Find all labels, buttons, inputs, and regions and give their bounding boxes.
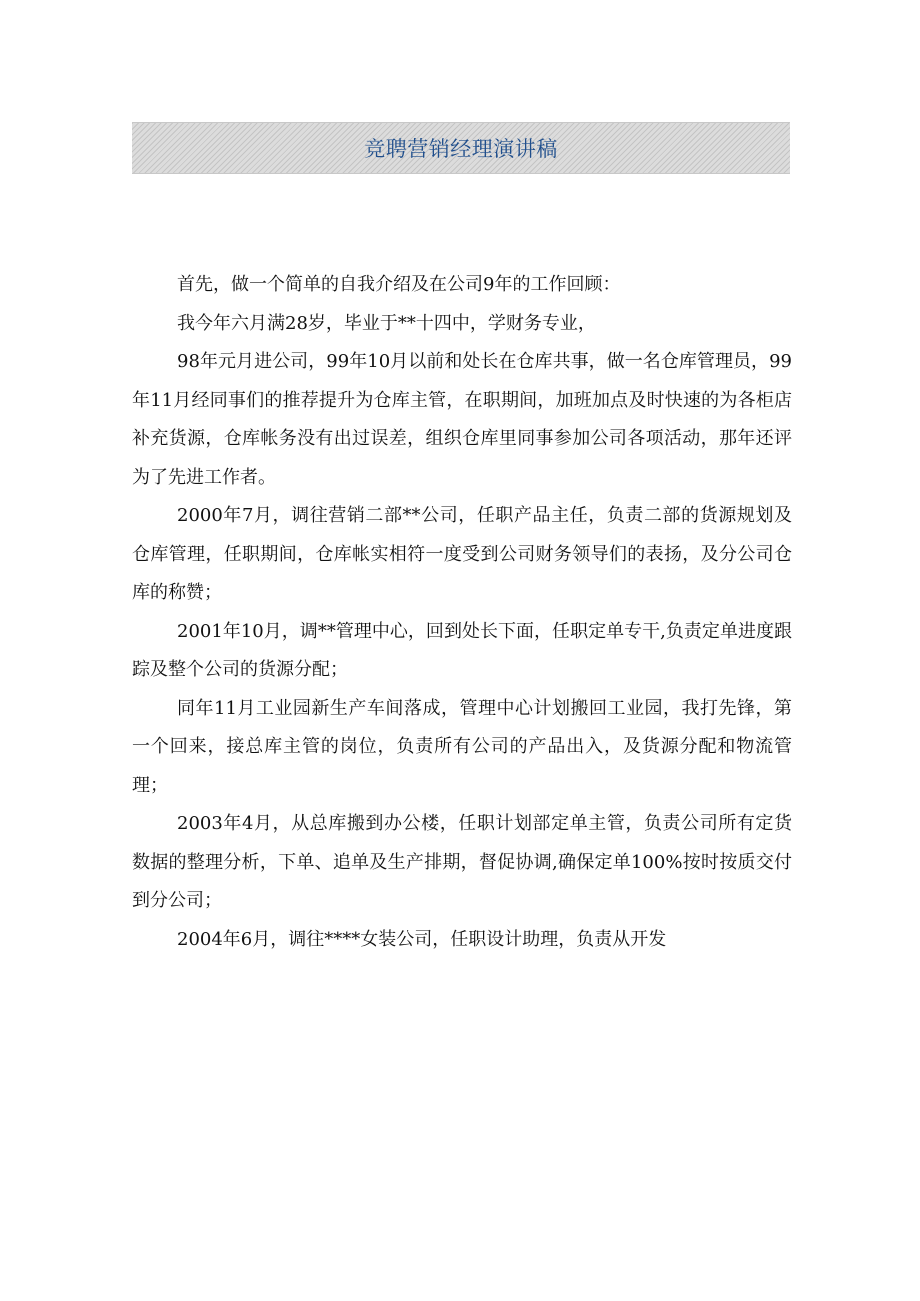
paragraph-same-year: 同年11月工业园新生产车间落成，管理中心计划搬回工业园，我打先锋，第一个回来，接总库主管的岗位，负责所有公司的产品出入，及货源分配和物流管理； xyxy=(132,697,792,796)
paragraph-1998: 98年元月进公司，99年10月以前和处长在仓库共事，做一名仓库管理员，99年11月经同事们的推荐提升为仓库主管，在职期间，加班加点及时快速的为各柜店补充货源，仓库帐务没有出过误差，组织仓库里同事参加公司各项活动，那年还评为了先进工作者。 xyxy=(132,351,792,488)
paragraph-2001: 2001年10月，调**管理中心，回到处长下面，任职定单专干,负责定单进度跟踪及整个公司的货源分配； xyxy=(132,620,792,680)
paragraph-intro: 首先，做一个简单的自我介绍及在公司9年的工作回顾： xyxy=(177,274,621,295)
paragraph-2004: 2004年6月，调往****女装公司，任职设计助理，负责从开发 xyxy=(177,928,667,950)
paragraph-age-education: 我今年六月满28岁，毕业于**十四中，学财务专业， xyxy=(177,312,596,334)
title-banner xyxy=(132,122,790,174)
paragraph-2000: 2000年7月，调往营销二部**公司，任职产品主任，负责二部的货源规划及仓库管理，任职期间，仓库帐实相符一度受到公司财务领导们的表扬，及分公司仓库的称赞； xyxy=(132,505,792,603)
paragraph-2003: 2003年4月，从总库搬到办公楼，任职计划部定单主管，负责公司所有定货数据的整理分析，下单、追单及生产排期，督促协调,确保定单100%按时按质交付到分公司； xyxy=(132,813,792,911)
document-body xyxy=(132,266,792,959)
document-title: 竞聘营销经理演讲稿 xyxy=(364,137,558,161)
